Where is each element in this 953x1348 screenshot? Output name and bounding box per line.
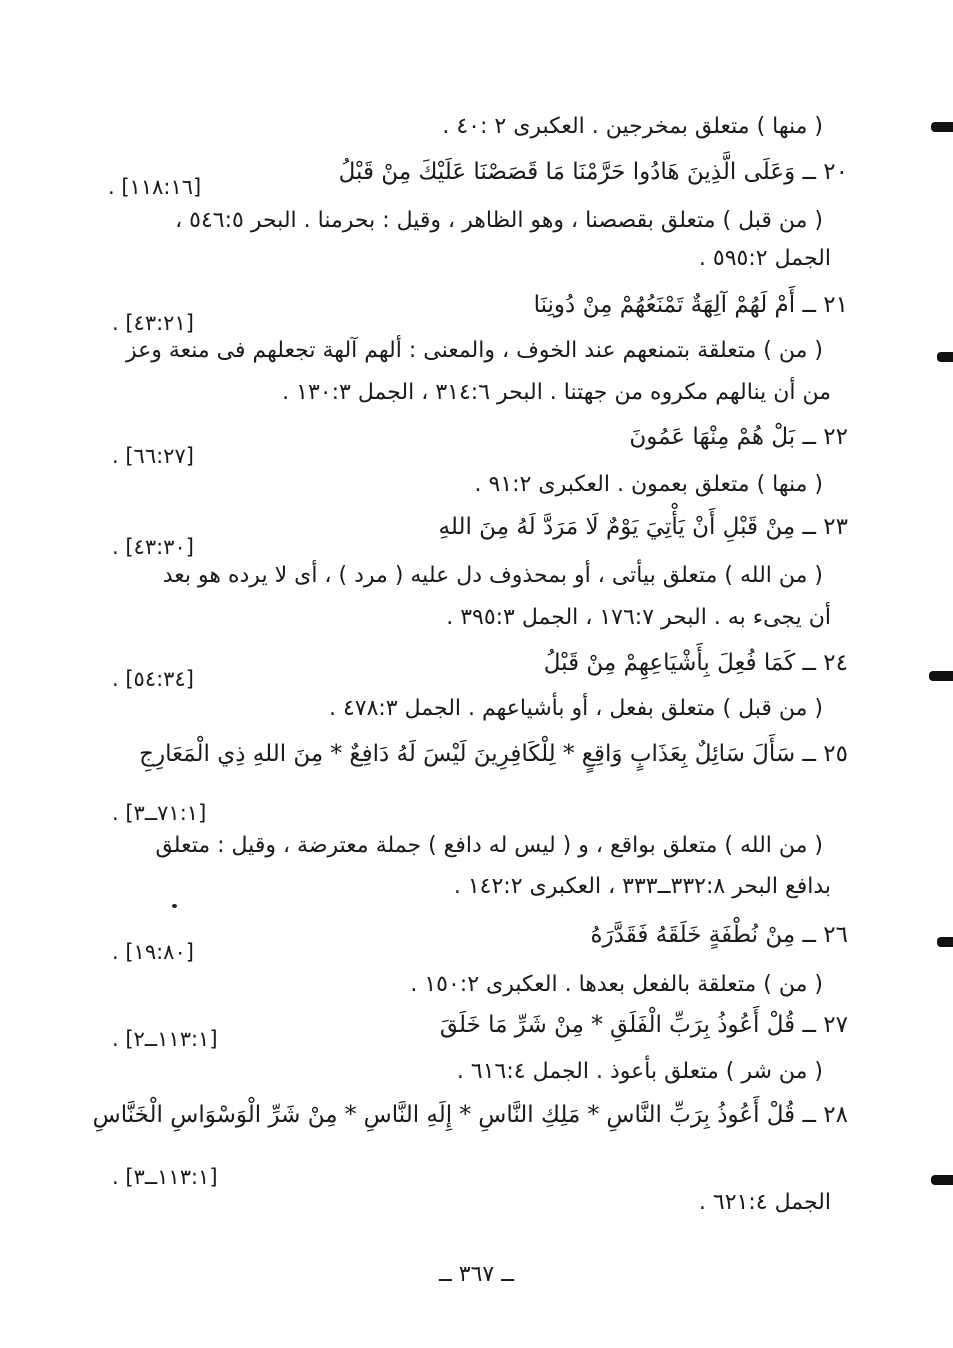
- verse-line-23: ٢٣ ــ مِنْ قَبْلِ أَنْ يَأْتِيَ يَوْمٌ لَا مَرَدَّ لَهُ مِنَ اللهِ: [438, 514, 848, 540]
- commentary-line: بدافع البحر ٣٣٢:٨ــ٣٣٣ ، العكبرى ١٤٢:٢ .: [453, 874, 831, 899]
- verse-line-28: ٢٨ ــ قُلْ أَعُوذُ بِرَبِّ النَّاسِ * مَلِكِ النَّاسِ * إِلَهِ النَّاسِ * مِنْ شَرِّ الْوَسْوَاسِ الْخَنَّاسِ: [92, 1102, 848, 1128]
- verse-reference: [١١٣:١ــ٣] .: [112, 1165, 218, 1189]
- verse-line-27: ٢٧ ــ قُلْ أَعُوذُ بِرَبِّ الْفَلَقِ * مِنْ شَرِّ مَا خَلَقَ: [439, 1012, 848, 1038]
- commentary-line: ( من ) متعلقة بالفعل بعدها . العكبرى ١٥٠:٢ .: [410, 972, 823, 997]
- commentary-line: ( من شر ) متعلق بأعوذ . الجمل ٦١٦:٤ .: [456, 1059, 823, 1084]
- commentary-line: الجمل ٥٩٥:٢ .: [698, 246, 831, 271]
- verse-reference: [٥٤:٣٤] .: [112, 667, 194, 691]
- commentary-line: الجمل ٦٢١:٤ .: [698, 1190, 831, 1215]
- verse-line-20: ٢٠ ــ وَعَلَى الَّذِينَ هَادُوا حَرَّمْنَا مَا قَصَصْنَا عَلَيْكَ مِنْ قَبْلُ: [338, 159, 848, 185]
- commentary-line: ( من قبل ) متعلق بقصصنا ، وهو الظاهر ، وقيل : بحرمنا . البحر ٥٤٦:٥ ،: [175, 208, 823, 233]
- commentary-line: ( منها ) متعلق بعمون . العكبرى ٩١:٢ .: [474, 472, 823, 497]
- verse-reference: [٤٣:٣٠] .: [112, 535, 194, 559]
- scan-edge-mark: [937, 352, 953, 362]
- commentary-line: ( من ) متعلقة بتمنعهم عند الخوف ، والمعنى : ألهم آلهة تجعلهم فى منعة وعز: [125, 338, 823, 363]
- verse-line-26: ٢٦ ــ مِنْ نُطْفَةٍ خَلَقَهُ فَقَدَّرَهُ: [590, 922, 848, 948]
- commentary-line: أن يجىء به . البحر ١٧٦:٧ ، الجمل ٣٩٥:٣ .: [446, 605, 831, 630]
- verse-reference: [٦٦:٢٧] .: [112, 444, 194, 468]
- scan-edge-mark: [937, 937, 953, 947]
- verse-line-21: ٢١ ــ أَمْ لَهُمْ آلِهَةٌ تَمْنَعُهُمْ مِنْ دُونِنَا: [533, 292, 848, 318]
- scan-speck: [172, 904, 177, 908]
- verse-reference: [٧١:١ــ٣] .: [112, 801, 207, 825]
- verse-line-24: ٢٤ ــ كَمَا فُعِلَ بِأَشْيَاعِهِمْ مِنْ قَبْلُ: [543, 650, 848, 676]
- scan-edge-mark: [929, 671, 953, 681]
- scan-edge-mark: [931, 1175, 953, 1185]
- commentary-line: ( من قبل ) متعلق بفعل ، أو بأشياعهم . الجمل ٤٧٨:٣ .: [328, 696, 823, 721]
- page-number: ــ ٣٦٧ ــ: [438, 1262, 515, 1287]
- scan-edge-mark: [931, 122, 953, 132]
- verse-reference: [٤٣:٢١] .: [112, 311, 194, 335]
- commentary-line: ( من الله ) متعلق بواقع ، و ( ليس له دافع ) جملة معترضة ، وقيل : متعلق: [155, 833, 823, 858]
- verse-reference: [١١٨:١٦] .: [108, 175, 202, 199]
- commentary-line: ( من الله ) متعلق بيأتى ، أو بمحذوف دل عليه ( مرد ) ، أى لا يرده هو بعد: [162, 563, 823, 588]
- verse-reference: [١١٣:١ــ٢] .: [112, 1027, 218, 1051]
- verse-reference: [١٩:٨٠] .: [112, 940, 194, 964]
- verse-line-22: ٢٢ ــ بَلْ هُمْ مِنْهَا عَمُونَ: [629, 424, 848, 450]
- commentary-line: من أن ينالهم مكروه من جهتنا . البحر ٣١٤:٦ ، الجمل ١٣٠:٣ .: [282, 380, 831, 405]
- verse-line-25: ٢٥ ــ سَأَلَ سَائِلٌ بِعَذَابٍ وَاقِعٍ * لِلْكَافِرِينَ لَيْسَ لَهُ دَافِعٌ * مِنَ اللهِ ذِي الْمَعَارِجِ: [139, 741, 848, 767]
- commentary-line: ( منها ) متعلق بمخرجين . العكبرى ٢ :٤٠ .: [442, 114, 823, 139]
